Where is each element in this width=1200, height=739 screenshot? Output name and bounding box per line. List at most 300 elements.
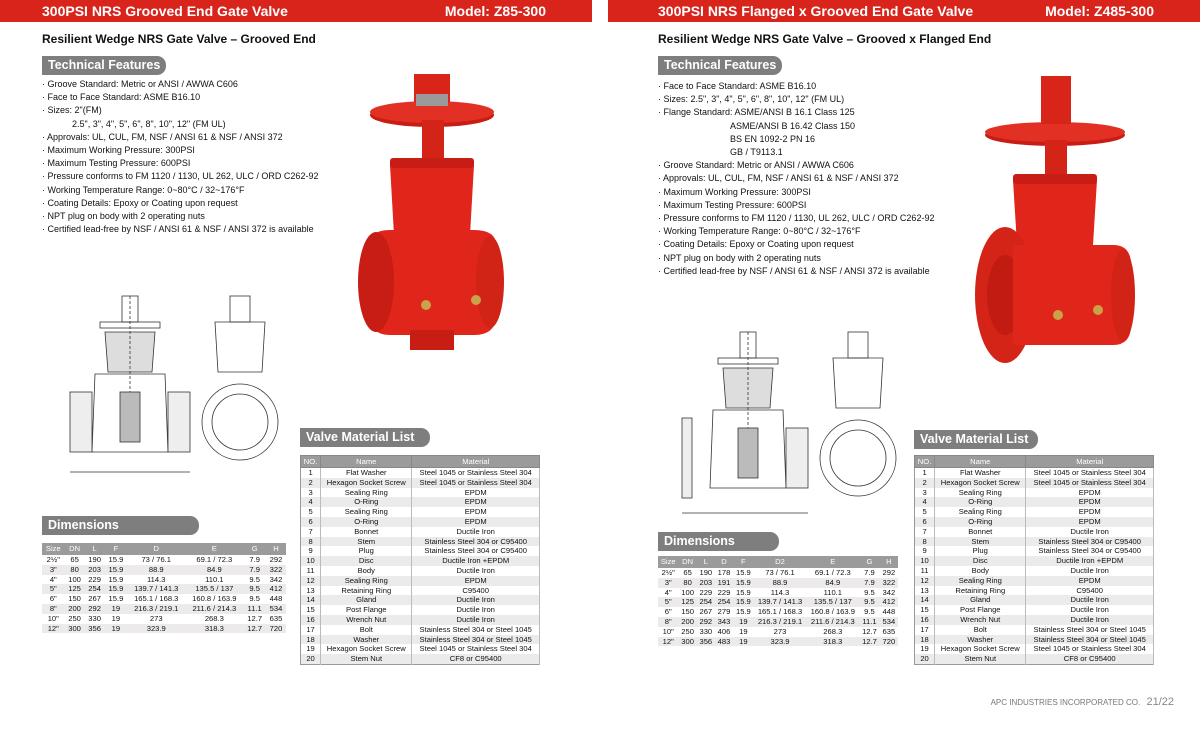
header-model: Model: Z85-300 — [444, 3, 546, 19]
feature-line: BS EN 1092-2 PN 16 — [730, 133, 816, 144]
table-cell: 9 — [915, 546, 935, 556]
table-cell: 11.1 — [859, 617, 880, 627]
table-cell: 178 — [717, 568, 731, 577]
feature-line: · Pressure conforms to FM 1120 / 1130, UL 262, ULC / ORD C262-92 — [658, 213, 935, 224]
table-cell: 69.1 / 72.3 — [814, 568, 851, 577]
feature-line: · Maximum Working Pressure: 300PSI — [658, 186, 811, 197]
column-header: Material — [1026, 456, 1154, 468]
feature-line: · Face to Face Standard: ASME B16.10 — [658, 81, 817, 91]
feature-line: · Sizes: 2"(FM) — [42, 105, 102, 116]
table-cell: 330 — [88, 613, 101, 623]
material-row — [915, 605, 1154, 615]
table-cell: 19 — [915, 644, 935, 654]
table-cell: 300 — [679, 637, 697, 647]
table-cell: 448 — [882, 607, 896, 617]
table-cell: 100 — [681, 587, 694, 597]
table-cell: 14 — [915, 595, 935, 605]
table-cell: 2½" — [661, 568, 675, 577]
table-cell: O-Ring — [935, 497, 1026, 507]
feature-line: · Groove Standard: Metric or ANSI / AWWA C606 — [42, 79, 238, 89]
material-row — [915, 576, 1154, 586]
table-cell: 4" — [49, 574, 57, 584]
table-cell: O-Ring — [321, 517, 412, 527]
table-cell: EPDM — [1026, 517, 1154, 527]
company-name: APC INDUSTRIES INCORPORATED CO. — [990, 698, 1141, 707]
material-row — [915, 488, 1154, 498]
table-cell: 292 — [882, 568, 896, 577]
dimensions-table — [42, 543, 286, 633]
table-cell: 125 — [65, 584, 85, 594]
table-cell: 1 — [915, 468, 935, 478]
table-cell: 9.5 — [249, 574, 260, 584]
material-row — [915, 644, 1154, 654]
table-cell: 4" — [664, 587, 672, 597]
table-cell: 229 — [717, 587, 731, 597]
table-cell: 15.9 — [105, 565, 128, 575]
dimension-row — [42, 604, 286, 614]
material-row — [915, 654, 1154, 664]
table-cell: 8" — [658, 617, 679, 627]
table-cell: 20 — [915, 654, 935, 664]
table-cell: EPDM — [412, 507, 540, 517]
material-row — [915, 507, 1154, 517]
table-cell: 534 — [880, 617, 898, 627]
table-cell: 12.7 — [862, 626, 877, 636]
dimensions-table — [658, 556, 898, 646]
table-cell: 9.5 — [864, 587, 875, 597]
table-cell: 6" — [664, 607, 672, 617]
table-cell: Stainless Steel 304 or C95400 — [1026, 537, 1154, 547]
table-cell: Wrench Nut — [321, 615, 412, 625]
column-header: L — [85, 543, 105, 555]
table-cell: CF8 or C95400 — [1026, 654, 1154, 664]
table-cell: 14 — [301, 595, 321, 605]
table-cell: 211.6 / 214.3 — [185, 604, 243, 614]
table-cell: 6" — [49, 594, 57, 604]
material-row — [915, 615, 1154, 625]
table-cell: 18 — [915, 635, 935, 645]
table-cell: 203 — [697, 578, 715, 588]
table-cell: 135.5 / 137 — [185, 584, 243, 594]
table-cell: Bolt — [935, 625, 1026, 635]
table-cell: 15.9 — [108, 555, 124, 564]
subtitle: Resilient Wedge NRS Gate Valve – Grooved End — [42, 32, 316, 46]
table-cell: 12" — [42, 624, 65, 634]
table-cell: 15 — [915, 605, 935, 615]
column-header: E — [806, 556, 859, 568]
column-header: NO. — [915, 456, 935, 468]
table-cell: 216.3 / 219.1 — [127, 604, 185, 614]
material-row — [301, 576, 540, 586]
table-cell: Post Flange — [935, 605, 1026, 615]
page-numbers: 21/22 — [1146, 696, 1174, 708]
material-row — [301, 488, 540, 498]
table-cell: 19 — [733, 617, 754, 627]
dimension-row — [658, 578, 898, 588]
table-cell: 84.9 — [806, 578, 859, 588]
table-cell: 65 — [70, 555, 79, 564]
table-cell: Hexagon Socket Screw — [935, 478, 1026, 488]
material-row — [915, 537, 1154, 547]
table-cell: 80 — [65, 565, 85, 575]
table-cell: 65 — [683, 568, 692, 577]
table-cell: 165.1 / 168.3 — [757, 607, 803, 617]
table-cell: Stem Nut — [321, 654, 412, 664]
table-cell: 110.1 — [205, 574, 224, 584]
feature-line: · Coating Details: Epoxy or Coating upon request — [658, 239, 854, 250]
table-cell: 10" — [47, 613, 59, 623]
material-row — [301, 635, 540, 645]
table-cell: Ductile Iron — [412, 527, 540, 537]
table-cell: CF8 or C95400 — [412, 654, 540, 664]
table-cell: 17 — [301, 625, 321, 635]
table-cell: 15.9 — [108, 574, 124, 584]
material-row — [915, 595, 1154, 605]
table-cell: 2 — [915, 478, 935, 488]
table-cell: Ductile Iron — [412, 605, 540, 615]
table-cell: 406 — [717, 626, 731, 636]
dimension-row — [658, 607, 898, 617]
table-cell: 322 — [266, 565, 286, 575]
feature-line: · NPT plug on body with 2 operating nuts — [658, 252, 821, 263]
table-cell: 114.3 — [147, 574, 166, 584]
table-cell: EPDM — [412, 488, 540, 498]
table-cell: 7.9 — [249, 555, 260, 564]
feature-line: · Maximum Testing Pressure: 600PSI — [42, 158, 191, 169]
table-cell: 15.9 — [105, 584, 128, 594]
table-cell: 139.7 / 141.3 — [127, 584, 185, 594]
dimension-row — [658, 588, 898, 598]
table-cell: 15.9 — [735, 607, 751, 617]
left-page — [0, 0, 592, 739]
table-cell: 150 — [681, 607, 694, 617]
table-cell: Washer — [321, 635, 412, 645]
table-cell: 9 — [301, 546, 321, 556]
table-cell: Stem Nut — [935, 654, 1026, 664]
material-row — [915, 478, 1154, 488]
table-cell: 273 — [773, 626, 787, 636]
column-header: L — [697, 556, 715, 568]
table-cell: Ductile Iron — [412, 566, 540, 576]
features-heading: Technical Features — [658, 56, 782, 75]
table-cell: O-Ring — [935, 517, 1026, 527]
header-title: 300PSI NRS Flanged x Grooved End Gate Valve — [658, 3, 974, 19]
table-cell: O-Ring — [321, 497, 412, 507]
subtitle: Resilient Wedge NRS Gate Valve – Grooved x Flanged End — [658, 32, 992, 46]
material-heading: Valve Material List — [914, 430, 1038, 449]
header-model: Model: Z485-300 — [1045, 3, 1154, 19]
table-cell: 323.9 — [754, 637, 807, 647]
table-cell: Bonnet — [935, 527, 1026, 537]
table-cell: 292 — [697, 617, 715, 627]
dimensions-heading: Dimensions — [658, 532, 779, 551]
table-cell: Disc — [321, 556, 412, 566]
table-cell: 15.9 — [108, 594, 124, 604]
table-cell: 18 — [301, 635, 321, 645]
table-cell: 254 — [715, 597, 733, 607]
material-row — [301, 546, 540, 556]
material-row — [915, 586, 1154, 596]
material-row — [915, 566, 1154, 576]
dimension-row — [42, 614, 286, 624]
table-cell: 160.8 / 163.9 — [810, 607, 855, 617]
table-cell: 190 — [88, 555, 101, 564]
material-row — [915, 527, 1154, 537]
cross-section-drawing-icon — [40, 282, 300, 492]
table-cell: 73 / 76.1 — [765, 568, 795, 577]
table-cell: 273 — [149, 613, 163, 623]
table-cell: 150 — [68, 594, 81, 604]
table-cell: Stainless Steel 304 or C95400 — [412, 546, 540, 556]
table-cell: 342 — [269, 574, 283, 584]
table-cell: 139.7 / 141.3 — [754, 597, 807, 607]
table-cell: Gland — [935, 595, 1026, 605]
table-cell: Ductile Iron +EPDM — [1026, 556, 1154, 566]
feature-line: · Working Temperature Range: 0~80°C / 32~176°F — [658, 226, 861, 237]
table-cell: 12.7 — [247, 613, 263, 623]
table-cell: 412 — [266, 584, 286, 594]
table-cell: C95400 — [412, 586, 540, 596]
table-cell: 7 — [301, 527, 321, 537]
table-cell: 211.6 / 214.3 — [806, 617, 859, 627]
page-footer — [991, 696, 1174, 708]
feature-line: · Flange Standard: ASME/ANSI B 16.1 Class 125 — [658, 107, 855, 118]
dimension-row — [42, 594, 286, 604]
table-cell: Stainless Steel 304 or C95400 — [1026, 546, 1154, 556]
material-row — [915, 556, 1154, 566]
table-cell: 12.7 — [859, 637, 880, 647]
table-cell: 12 — [301, 576, 321, 586]
table-cell: 73 / 76.1 — [141, 555, 172, 564]
table-cell: 323.9 — [127, 624, 185, 634]
table-cell: 318.3 — [185, 624, 243, 634]
column-header: E — [185, 543, 243, 555]
table-cell: Steel 1045 or Stainless Steel 304 — [1026, 644, 1154, 654]
header-bar — [608, 0, 1200, 22]
right-page — [608, 0, 1200, 739]
table-cell: 9.5 — [249, 594, 260, 604]
table-cell: Stem — [935, 537, 1026, 547]
table-cell: Sealing Ring — [321, 507, 412, 517]
table-cell: 20 — [301, 654, 321, 664]
table-cell: 635 — [882, 626, 896, 636]
table-cell: 190 — [699, 568, 713, 577]
column-header: H — [266, 543, 286, 555]
table-cell: 9.5 — [859, 597, 880, 607]
table-cell: 17 — [915, 625, 935, 635]
table-cell: Sealing Ring — [935, 488, 1026, 498]
table-cell: 3" — [42, 565, 65, 575]
table-cell: 279 — [717, 607, 731, 617]
header-title: 300PSI NRS Grooved End Gate Valve — [42, 3, 288, 19]
table-cell: Ductile Iron — [1026, 595, 1154, 605]
table-cell: 3" — [658, 578, 679, 588]
feature-line: 2.5", 3", 4", 5", 6", 8", 10", 12" (FM UL) — [72, 118, 226, 129]
feature-line: · NPT plug on body with 2 operating nuts — [42, 211, 205, 222]
table-cell: Stainless Steel 304 or Steel 1045 — [412, 625, 540, 635]
table-cell: Sealing Ring — [321, 488, 412, 498]
dimension-row — [658, 597, 898, 607]
table-cell: Stem — [321, 537, 412, 547]
feature-line: ASME/ANSI B 16.42 Class 150 — [730, 120, 856, 131]
table-cell: 10" — [662, 626, 674, 636]
table-cell: 10 — [915, 556, 935, 566]
table-cell: 356 — [697, 637, 715, 647]
table-cell: 165.1 / 168.3 — [134, 594, 179, 604]
column-header: H — [880, 556, 898, 568]
dimension-row — [42, 584, 286, 594]
table-cell: 2½" — [46, 555, 60, 564]
material-row — [301, 644, 540, 654]
material-heading: Valve Material List — [300, 428, 430, 447]
table-cell: 254 — [85, 584, 105, 594]
material-row — [915, 497, 1154, 507]
table-cell: Gland — [321, 595, 412, 605]
material-row — [915, 625, 1154, 635]
material-row — [301, 566, 540, 576]
table-cell: 8" — [42, 604, 65, 614]
table-cell: 2 — [301, 478, 321, 488]
features-list — [658, 80, 934, 278]
table-cell: Ductile Iron — [1026, 566, 1154, 576]
gate-valve-flanged-image — [973, 70, 1138, 375]
column-header: Name — [935, 456, 1026, 468]
table-cell: 318.3 — [806, 637, 859, 647]
table-cell: 322 — [880, 578, 898, 588]
table-cell: Bolt — [321, 625, 412, 635]
table-cell: 19 — [733, 637, 754, 647]
table-cell: 135.5 / 137 — [806, 597, 859, 607]
dimensions-heading: Dimensions — [42, 516, 199, 535]
table-cell: 88.9 — [754, 578, 807, 588]
feature-line: · Groove Standard: Metric or ANSI / AWWA C606 — [658, 160, 854, 171]
table-cell: EPDM — [412, 517, 540, 527]
table-cell: 11 — [915, 566, 935, 576]
table-cell: 7.9 — [243, 565, 266, 575]
table-cell: 5 — [301, 507, 321, 517]
table-cell: Steel 1045 or Stainless Steel 304 — [412, 478, 540, 488]
table-cell: 9.5 — [864, 607, 875, 617]
table-cell: 125 — [679, 597, 697, 607]
material-row — [301, 556, 540, 566]
dimension-row — [658, 637, 898, 647]
material-row — [301, 586, 540, 596]
table-cell: 1 — [301, 468, 321, 478]
table-cell: Sealing Ring — [935, 507, 1026, 517]
cross-section-drawing-icon — [658, 318, 918, 528]
features-heading: Technical Features — [42, 56, 166, 75]
table-cell: 342 — [882, 587, 896, 597]
material-row — [301, 527, 540, 537]
column-header: DN — [679, 556, 697, 568]
column-header: F — [105, 543, 128, 555]
material-row — [301, 537, 540, 547]
table-cell: EPDM — [1026, 488, 1154, 498]
table-cell: 110.1 — [823, 587, 843, 597]
table-cell: Ductile Iron — [412, 615, 540, 625]
table-cell: 160.8 / 163.9 — [192, 594, 237, 604]
table-cell: 100 — [68, 574, 81, 584]
table-cell: 3 — [301, 488, 321, 498]
material-row — [301, 595, 540, 605]
feature-line: · Pressure conforms to FM 1120 / 1130, UL 262, ULC / ORD C262-92 — [42, 171, 319, 182]
material-row — [915, 468, 1154, 478]
material-row — [301, 605, 540, 615]
table-cell: 3 — [915, 488, 935, 498]
table-cell: Ductile Iron — [412, 595, 540, 605]
table-cell: 7.9 — [859, 578, 880, 588]
table-cell: EPDM — [1026, 507, 1154, 517]
table-cell: 12" — [658, 637, 679, 647]
table-cell: 13 — [915, 586, 935, 596]
table-cell: Bonnet — [321, 527, 412, 537]
table-cell: 15 — [301, 605, 321, 615]
table-cell: 7 — [915, 527, 935, 537]
table-cell: 250 — [68, 613, 81, 623]
table-cell: 9.5 — [243, 584, 266, 594]
material-row — [301, 497, 540, 507]
dimension-row — [42, 555, 286, 565]
table-cell: 15.9 — [733, 597, 754, 607]
dimension-row — [658, 627, 898, 637]
dimension-row — [658, 568, 898, 578]
dimension-row — [658, 617, 898, 627]
table-cell: C95400 — [1026, 586, 1154, 596]
table-cell: 11.1 — [243, 604, 266, 614]
feature-line: GB / T9113.1 — [730, 147, 783, 158]
table-cell: 4 — [915, 497, 935, 507]
table-cell: 330 — [699, 626, 713, 636]
feature-line: · Working Temperature Range: 0~80°C / 32~176°F — [42, 184, 245, 195]
table-cell: Ductile Iron — [1026, 615, 1154, 625]
table-cell: 7.9 — [864, 568, 875, 577]
material-row — [915, 635, 1154, 645]
material-row — [301, 468, 540, 478]
table-cell: 448 — [269, 594, 283, 604]
table-cell: 216.3 / 219.1 — [754, 617, 807, 627]
table-cell: Body — [321, 566, 412, 576]
features-list — [42, 78, 318, 236]
feature-line: · Coating Details: Epoxy or Coating upon request — [42, 197, 238, 208]
table-cell: 11 — [301, 566, 321, 576]
table-cell: 292 — [269, 555, 283, 564]
material-row — [915, 546, 1154, 556]
table-cell: 69.1 / 72.3 — [196, 555, 233, 564]
table-cell: Steel 1045 or Stainless Steel 304 — [412, 644, 540, 654]
column-header: D — [715, 556, 733, 568]
column-header: D2 — [754, 556, 807, 568]
table-cell: Ductile Iron +EPDM — [412, 556, 540, 566]
table-cell: 88.9 — [127, 565, 185, 575]
feature-line: · Face to Face Standard: ASME B16.10 — [42, 92, 201, 103]
table-cell: Washer — [935, 635, 1026, 645]
column-header: Size — [42, 543, 65, 555]
table-cell: 250 — [681, 626, 694, 636]
material-row — [301, 517, 540, 527]
table-cell: Stainless Steel 304 or Steel 1045 — [1026, 625, 1154, 635]
dimension-row — [42, 624, 286, 634]
table-cell: Stainless Steel 304 or Steel 1045 — [412, 635, 540, 645]
table-cell: Retaining Ring — [935, 586, 1026, 596]
table-cell: Wrench Nut — [935, 615, 1026, 625]
table-cell: Plug — [935, 546, 1026, 556]
table-cell: 534 — [266, 604, 286, 614]
header-bar — [0, 0, 592, 22]
table-cell: Hexagon Socket Screw — [321, 478, 412, 488]
feature-line: · Maximum Testing Pressure: 600PSI — [658, 199, 807, 210]
table-cell: 19 — [739, 626, 748, 636]
table-cell: 483 — [715, 637, 733, 647]
